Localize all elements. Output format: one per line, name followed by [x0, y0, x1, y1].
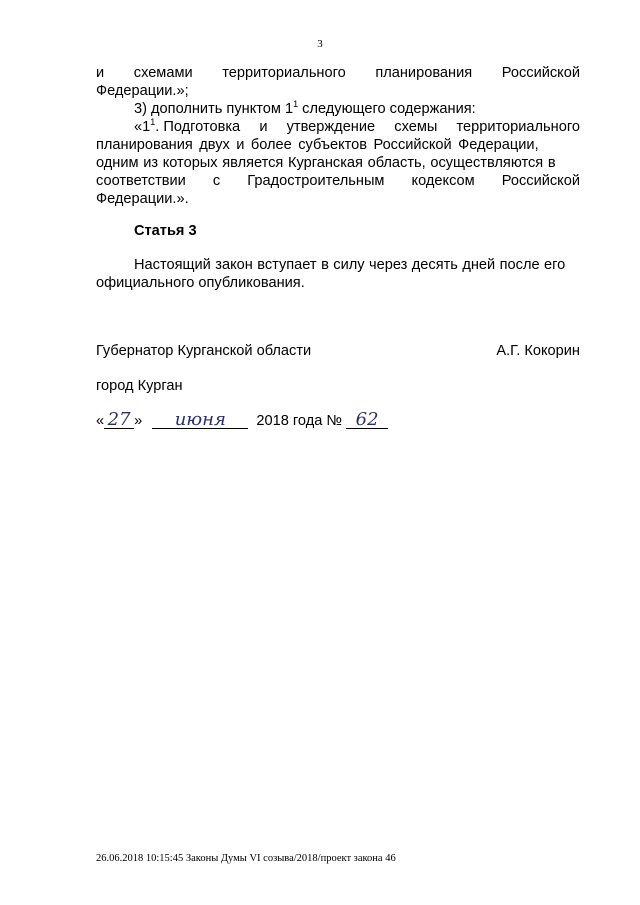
word: с	[212, 173, 221, 189]
quote-line2: планирования двух и более субъектов Российской Федерации,	[96, 137, 539, 153]
word: утверждение	[286, 119, 376, 135]
word: . Подготовка	[155, 119, 241, 135]
footer-meta: 26.06.2018 10:15:45 Законы Думы VI созыва/2018/проект закона 46	[96, 853, 396, 864]
word: территориального	[222, 65, 346, 81]
page-number: 3	[317, 38, 323, 50]
law-number-handwritten: 62	[346, 412, 388, 429]
date-open-quote: «	[96, 413, 105, 429]
date-year-text: 2018 года №	[256, 413, 343, 429]
signatory-position: Губернатор Курганской области	[96, 343, 312, 359]
quote-line5: Федерации.».	[96, 191, 189, 207]
quote-line3: одним из которых является Курганская область, осуществляются в	[96, 155, 556, 171]
article-line2: официального опубликования.	[96, 275, 305, 291]
item3-text-rest: следующего содержания:	[298, 101, 476, 117]
article-heading: Статья 3	[134, 223, 197, 239]
date-month-handwritten: июня	[152, 412, 248, 429]
date-line	[96, 409, 580, 434]
word: соответствии	[96, 173, 186, 189]
article-line1: Настоящий закон вступает в силу через десять дней после его	[134, 257, 566, 273]
word: и	[259, 119, 268, 135]
quote-open: «1	[134, 119, 151, 135]
word: кодексом	[411, 173, 475, 189]
item3-line	[134, 100, 580, 118]
quote-line1	[134, 118, 580, 136]
signatory-name: А.Г. Кокорин	[496, 343, 580, 359]
word: схемы	[394, 119, 438, 135]
word: Градостроительным	[247, 173, 385, 189]
quote-start: «11. Подготовка	[134, 117, 241, 135]
date-day-handwritten: 27	[104, 412, 134, 429]
para1-line1	[96, 64, 580, 82]
word: планирования	[375, 65, 473, 81]
word: и	[96, 65, 105, 81]
item3-text: 3) дополнить пунктом 1	[134, 101, 294, 117]
word: Российской	[501, 173, 580, 189]
signature-block	[96, 342, 580, 360]
item3-superscript: 1	[293, 99, 299, 110]
word: схемами	[133, 65, 193, 81]
word: Российской	[501, 65, 580, 81]
date-close-quote: »	[134, 413, 143, 429]
para1-line2: Федерации.»;	[96, 83, 189, 99]
city: город Курган	[96, 378, 183, 394]
word: территориального	[456, 119, 580, 135]
quote-line4	[96, 172, 580, 190]
